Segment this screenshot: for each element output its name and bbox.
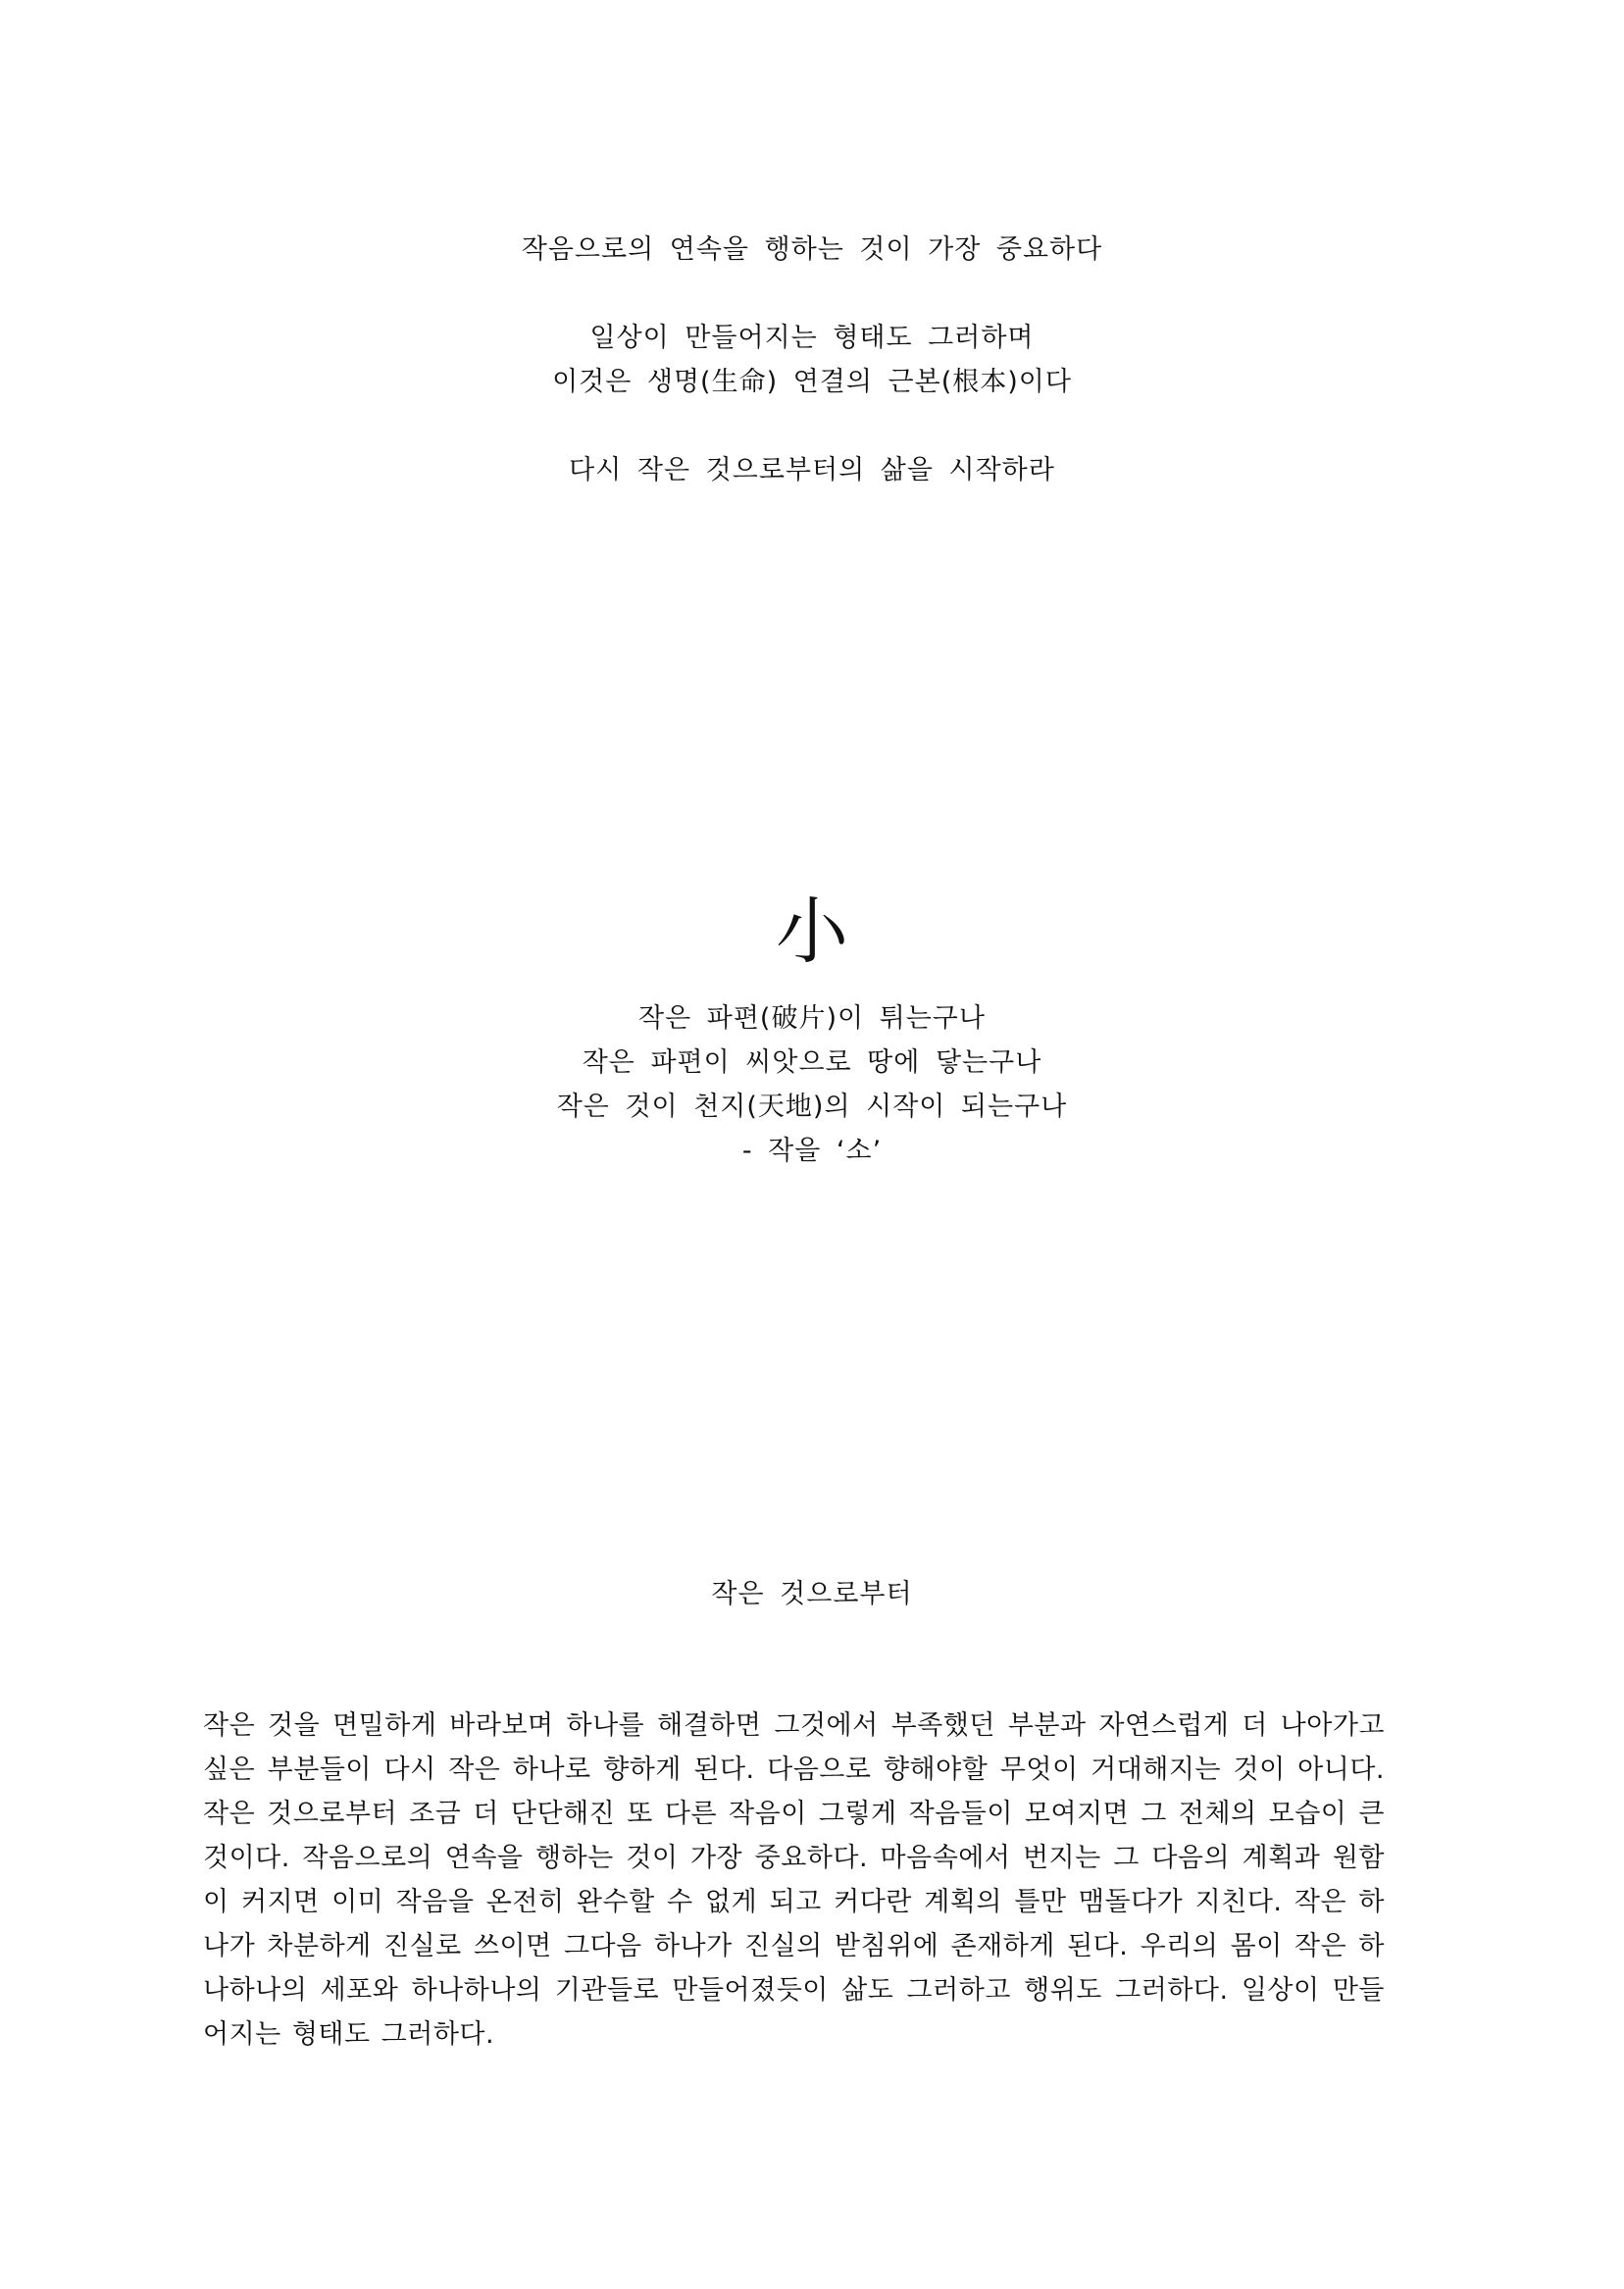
verse-2-line-1: 일상이 만들어지는 형태도 그러하며	[589, 323, 1035, 353]
poem-attribution: - 작을 ‘소’	[741, 1136, 883, 1166]
poem	[0, 996, 1624, 1173]
big-character: 小	[776, 890, 848, 974]
verse-1	[0, 228, 1624, 272]
prose-title: 작은 것으로부터	[711, 1579, 913, 1609]
verse-3	[0, 448, 1624, 492]
prose-body: 작은 것을 면밀하게 바라보며 하나를 해결하면 그것에서 부족했던 부분과 자연스럽게 더 나아가고 싶은 부분들이 다시 작은 하나로 향하게 된다. 다음으로 향해야할 무엇이 거대해지는 것이 아니다. 작은 것으로부터 조금 더 단단해진 또 다른 작음이 그렇게 작음들이 모여지면 그 전체의 모습이 큰 것이다. 작음으로의 연속을 행하는 것이 가장 중요하다. 마음속에서 번지는 그 다음의 계획과 원함이 커지면 이미 작음을 온전히 완수할 수 없게 되고 커다란 계획의 틀만 맴돌다가 지친다. 작은 하나가 차분하게 진실로 쓰이면 그다음 하나가 진실의 받침위에 존재하게 된다. 우리의 몸이 작은 하나하나의 세포와 하나하나의 기관들로 만들어졌듯이 삶도 그러하고 행위도 그러하다. 일상이 만들어지는 형태도 그러하다.	[203, 1710, 1385, 2050]
verse-1-line-1: 작음으로의 연속을 행하는 것이 가장 중요하다	[521, 234, 1103, 265]
poem-line-2: 작은 파편이 씨앗으로 땅에 닿는구나	[582, 1047, 1042, 1078]
poem-line-1: 작은 파편(破片)이 튀는구나	[638, 1003, 986, 1034]
verse-2-line-2: 이것은 생명(生命) 연결의 근본(根本)이다	[552, 367, 1072, 397]
verse-3-line-1: 다시 작은 것으로부터의 삶을 시작하라	[569, 455, 1055, 485]
verse-2	[0, 316, 1624, 404]
poem-line-3: 작은 것이 천지(天地)의 시작이 되는구나	[556, 1092, 1068, 1122]
